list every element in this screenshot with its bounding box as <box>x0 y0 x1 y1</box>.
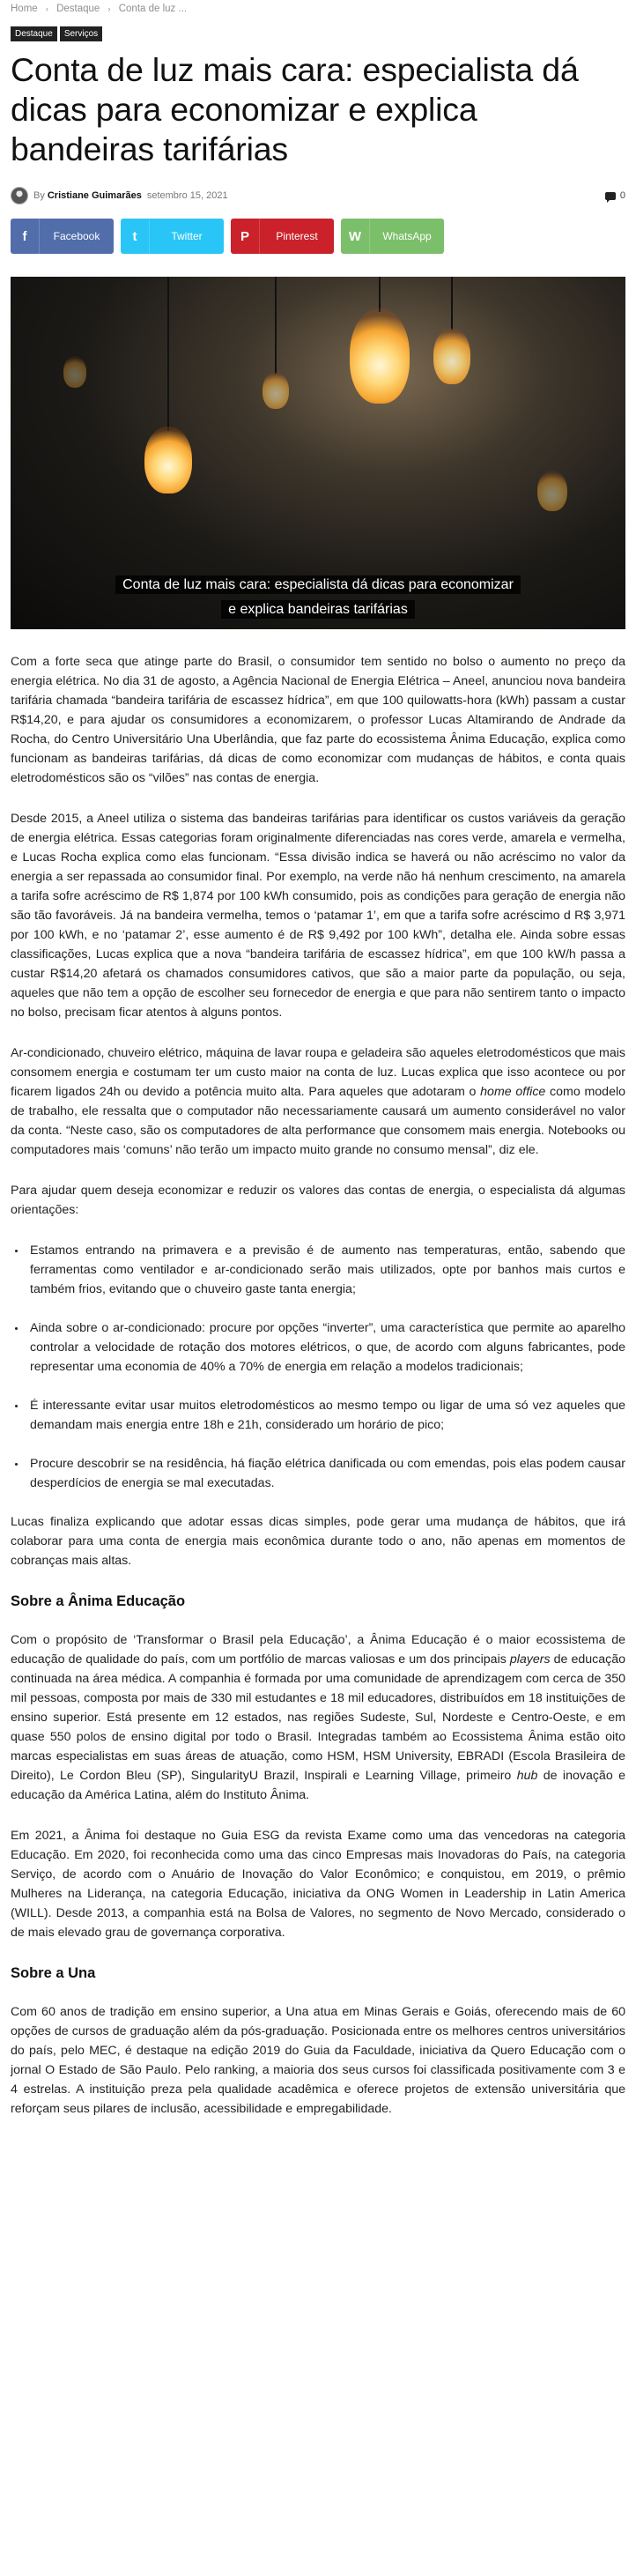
breadcrumb-home[interactable]: Home <box>11 4 38 14</box>
paragraph-text: de educação continuada na área médica. A companhia é formada por uma comunidade de aprendizagem com cerca de 350 mil pessoas, composta por mais de 330 mil estudantes e 18 mil educadores, distribuídos em 18 instituições de ensino superior. Está presente em 12 estados, nas regiões Sudeste, Sul, Nordeste e Centro-Oeste, e em quase 550 polos de ensino digital por todo o Brasil. Integradas também ao Ecossistema Ânima estão oito marcas especialistas em suas áreas de atuação, como HSM, HSM University, EBRADI (Escola Brasileira de Direito), Le Cordon Bleu (SP), SingularityU Brazil, Inspirali e Learning Village, primeiro <box>11 1652 625 1783</box>
avatar[interactable] <box>11 187 28 204</box>
paragraph-conclusao: Lucas finaliza explicando que adotar essas dicas simples, pode gerar uma mudança de hábitos, que irá colaborar para uma conta de energia mais econômica durante todo o ano, não apenas em momentos de cobranças mais altas. <box>11 1515 625 1568</box>
light-bulb-icon <box>433 328 470 384</box>
share-twitter-label: Twitter <box>171 230 203 242</box>
wire <box>451 277 453 330</box>
post-meta <box>11 185 625 206</box>
list-item: • É interessante evitar usar muitos eletrodomésticos ao mesmo tempo ou ligar de uma só vez aqueles que demandam mais energia entre 18h e 21h, considerado um horário de pico; <box>26 1396 625 1435</box>
author-prefix: By <box>33 190 45 201</box>
wire <box>275 277 277 374</box>
featured-image <box>11 277 625 629</box>
breadcrumb-destaque[interactable]: Destaque <box>56 4 100 14</box>
paragraph-text: Ar-condicionado, chuveiro elétrico, máquina de lavar roupa e geladeira são aqueles eletrodomésticos que mais consomem energia e costumam ter um custo maior na conta de luz. Lucas explica que isso acontece ou por ficarem ligados 24h ou devido a potência muito alta. Para aqueles que adotaram o <box>11 1046 625 1099</box>
page-title: Conta de luz mais cara: especialista dá dicas para economizar e explica bandeiras tarifárias <box>11 51 579 167</box>
share-buttons <box>11 219 625 254</box>
comment-icon <box>605 192 616 200</box>
section-heading-una: Sobre a Una <box>11 1965 96 1981</box>
paragraph-text: de inovação e educação da América Latina, além do Instituto Ânima. <box>11 1769 625 1802</box>
section-heading-anima: Sobre a Ânima Educação <box>11 1593 186 1609</box>
share-facebook-label: Facebook <box>53 230 100 242</box>
breadcrumb <box>11 0 625 16</box>
post-date: setembro 15, 2021 <box>146 190 228 201</box>
paragraph-orientacoes: Para ajudar quem deseja economizar e reduzir os valores das contas de energia, o especialista dá algumas orientações: <box>11 1184 625 1217</box>
share-whatsapp-label: WhatsApp <box>382 230 432 242</box>
tips-list <box>11 1241 625 1493</box>
paragraph-eletrodomesticos <box>11 1043 625 1160</box>
category-tag-servicos[interactable]: Serviços <box>60 26 102 41</box>
comments-count: 0 <box>619 190 625 201</box>
light-bulb-icon <box>263 372 289 409</box>
emphasis-text: home office <box>480 1085 546 1099</box>
caption-line-1: Conta de luz mais cara: especialista dá dicas para economizar <box>115 575 521 594</box>
paragraph-anima <box>11 1630 625 1805</box>
emphasis-text: hub <box>516 1769 538 1783</box>
share-pinterest-label: Pinterest <box>276 230 318 242</box>
share-whatsapp-button[interactable] <box>341 219 444 254</box>
emphasis-text: players <box>509 1652 551 1667</box>
paragraph-text: Com o propósito de ‘Transformar o Brasil pela Educação’, a Ânima Educação é o maior ecossistema de educação de qualidade do país, com um portfólio de marcas valiosas e um dos principais <box>11 1633 625 1667</box>
paragraph-bandeiras: Desde 2015, a Aneel utiliza o sistema das bandeiras tarifárias para identificar os custos variáveis da geração de energia elétrica. Essas categorias foram originalmente diferenciadas nas cores verde, amarela e vermelha, e Lucas Rocha explica como elas funcionam. “Essa divisão indica se haverá ou não acréscimo no valor da energia a ser repassada ao consumidor final. Por exemplo, na verde não há nenhum crescimento, na amarela a tarifa sofre acréscimo de R$ 1,874 por 100 kWh consumido, pois as condições para geração de energia não são tão favoráveis. Já na bandeira vermelha, temos o ‘patamar 1’, em que a tarifa sofre acréscimo d R$ 3,971 por 100 kWh, e no ‘patamar 2’, esse aumento é de R$ 9,492 por 100 kWh”, detalha ele. Ainda sobre essas classificações, Lucas explica que a nova “bandeira tarifária de escassez hídrica”, em que 100 kW/h passa a custar R$14,20 afetará os chamados consumidores cativos, que são a maior parte da população, ou seja, aqueles que não tem a opção de escolher seu fornecedor de energia e que para não sentirem tanto o impacto no bolso, precisam ficar atentos à alguns pontos. <box>11 812 625 1020</box>
share-twitter-button[interactable] <box>121 219 224 254</box>
paragraph-intro: Com a forte seca que atinge parte do Brasil, o consumidor tem sentido no bolso o aumento no preço da energia elétrica. No dia 31 de agosto, a Agência Nacional de Energia Elétrica – Aneel, anunciou nova bandeira tarifária chamada “bandeira tarifária de escassez hídrica”, em que 100 quilowatts-hora (kWh) passam a custar R$14,20, e para ajudar os consumidores a economizarem, o professor Lucas Altamirando de Andrade da Rocha, do Centro Universitário Una Uberlândia, que faz parte do ecossistema Ânima Educação, explica como funcionam as bandeiras tarifárias, dá dicas de como economizar com mudanças de hábitos, e conta quais eletrodomésticos são os “vilões” nas contas de energia. <box>11 655 625 785</box>
light-bulb-icon <box>63 356 86 388</box>
paragraph-anima-premios: Em 2021, a Ânima foi destaque no Guia ESG da revista Exame como uma das vencedoras na categoria Educação. Em 2020, foi reconhecida como uma das cinco Empresas mais Inovadoras do País, na categoria Serviço, de acordo com o Anuário de Inovação do Valor Econômico; e conquistou, em 2019, o prêmio Mulheres na Liderança, na categoria Educação, iniciativa da ONG Women in Leadership in Latin America (WILL). Desde 2013, a companhia está na Bolsa de Valores, no segmento de Novo Mercado, considerado o de mais elevado grau de governança corporativa. <box>11 1829 625 1940</box>
category-tag-destaque[interactable]: Destaque <box>11 26 57 41</box>
image-caption <box>11 573 625 622</box>
light-bulb-icon <box>537 471 567 511</box>
twitter-icon: t <box>121 219 150 254</box>
light-bulb-icon <box>350 308 410 404</box>
share-pinterest-button[interactable] <box>231 219 334 254</box>
wire <box>379 277 381 312</box>
chevron-right-icon: › <box>107 4 111 13</box>
list-item: • Estamos entrando na primavera e a previsão é de aumento nas temperaturas, então, sabendo que ferramentas como ventilador e ar-condicionado serão mais utilizados, opte por banhos mais curtos e também frios, evitando que o chuveiro gaste tanta energia; <box>26 1241 625 1299</box>
wire <box>167 277 169 431</box>
facebook-icon: f <box>11 219 40 254</box>
comments-link[interactable] <box>605 190 625 201</box>
author-name[interactable]: Cristiane Guimarães <box>47 190 142 201</box>
chevron-right-icon: › <box>45 4 48 13</box>
whatsapp-icon: W <box>341 219 370 254</box>
article-body <box>11 652 625 2119</box>
breadcrumb-current: Conta de luz ... <box>118 4 188 14</box>
caption-line-2: e explica bandeiras tarifárias <box>221 600 415 619</box>
paragraph-text: como modelo de trabalho, ele ressalta que o computador não necessariamente causará um aumento considerável no valor da conta. “Neste caso, são os computadores de alta performance que consomem mais energia. Notebooks ou computadores mais ‘comuns’ não terão um impacto muito grande no consumo mensal”, diz ele. <box>11 1085 625 1157</box>
share-facebook-button[interactable] <box>11 219 114 254</box>
paragraph-una: Com 60 anos de tradição em ensino superior, a Una atua em Minas Gerais e Goiás, oferecendo mais de 60 opções de cursos de graduação além da pós-graduação. Posicionada entre os melhores centros universitários do país, pelo MEC, é destaque na edição 2019 do Guia da Faculdade, iniciativa da Quero Educação com o jornal O Estado de São Paulo. Pelo ranking, a maioria dos seus cursos foi classificada positivamente com 3 e 4 estrelas. A instituição preza pela qualidade acadêmica e oferece projetos de extensão universitária que reforçam seus pilares de inclusão, acessibilidade e empregabilidade. <box>11 2005 625 2116</box>
category-tags <box>11 26 625 41</box>
light-bulb-icon <box>144 427 192 494</box>
list-item: • Procure descobrir se na residência, há fiação elétrica danificada ou com emendas, pois elas podem causar desperdícios de energia se mal executadas. <box>26 1454 625 1493</box>
list-item: • Ainda sobre o ar-condicionado: procure por opções “inverter”, uma característica que permite ao aparelho controlar a velocidade de rotação dos motores elétricos, o que, de acordo com alguns fabricantes, pode representar uma economia de 40% a 70% de energia em relação a modelos tradicionais; <box>26 1318 625 1377</box>
pinterest-icon: P <box>231 219 260 254</box>
